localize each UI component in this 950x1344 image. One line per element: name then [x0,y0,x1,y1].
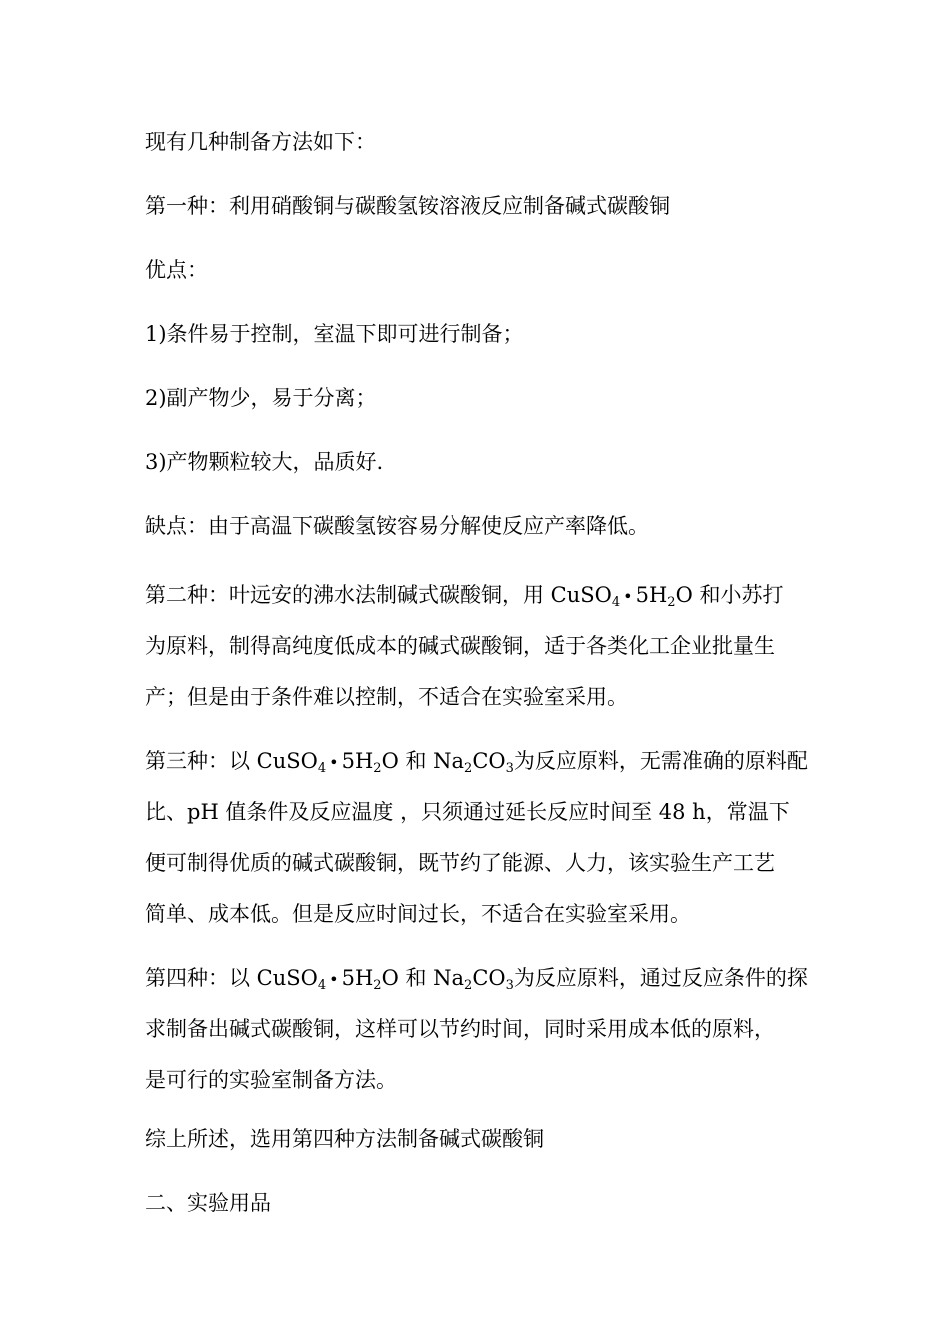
method-three-line-3: 便可制得优质的碱式碳酸铜，既节约了能源、人力，该实验生产工艺 [145,851,775,875]
method-two-paragraph [145,570,810,723]
method-two-line-1: 第二种：叶远安的沸水法制碱式碳酸铜，用 CuSO$_4$ • $5H_2O$ 和小苏打 [145,583,784,610]
advantages-label: 优点： [145,258,208,282]
method-four-paragraph [145,953,810,1106]
method-three-line-4: 简单、成本低。但是反应时间过长，不适合在实验室采用。 [145,902,691,926]
advantage-item-1: 1)条件易于控制，室温下即可进行制备； [145,322,524,346]
method-one-heading: 第一种：利用硝酸铜与碳酸氢铵溶液反应制备碱式碳酸铜 [145,194,670,218]
advantage-item-2: 2)副产物少，易于分离； [145,386,377,410]
method-four-line-3: 是可行的实验室制备方法。 [145,1068,397,1092]
method-three-line-2: 比、pH 值条件及反应温度 ，只须通过延长反应时间至 48 h，常温下 [145,800,790,824]
section-heading-materials: 二、实验用品 [145,1191,271,1215]
method-two-line-3: 产；但是由于条件难以控制，不适合在实验室采用。 [145,685,628,709]
intro-line: 现有几种制备方法如下： [145,130,376,154]
disadvantage-line: 缺点：由于高温下碳酸氢铵容易分解使反应产率降低。 [145,514,649,538]
document-body [145,122,810,1247]
summary-line: 综上所述，选用第四种方法制备碱式碳酸铜 [145,1127,544,1151]
advantage-item-3: 3)产物颗粒较大，品质好. [145,450,384,474]
method-three-paragraph [145,736,810,940]
method-four-line-2: 求制备出碱式碳酸铜，这样可以节约时间，同时采用成本低的原料， [145,1017,775,1041]
method-two-line-2: 为原料，制得高纯度低成本的碱式碳酸铜，适于各类化工企业批量生 [145,634,775,658]
method-four-line-1: 第四种：以 CuSO$_4$ • $5H_2O$ 和 $Na_2CO_3$为反应原料，通过反应条件的探 [145,966,808,993]
method-three-line-1: 第三种：以 CuSO$_4$ • $5H_2O$ 和 $Na_2CO_3$为反应原料，无需准确的原料配 [145,749,808,776]
